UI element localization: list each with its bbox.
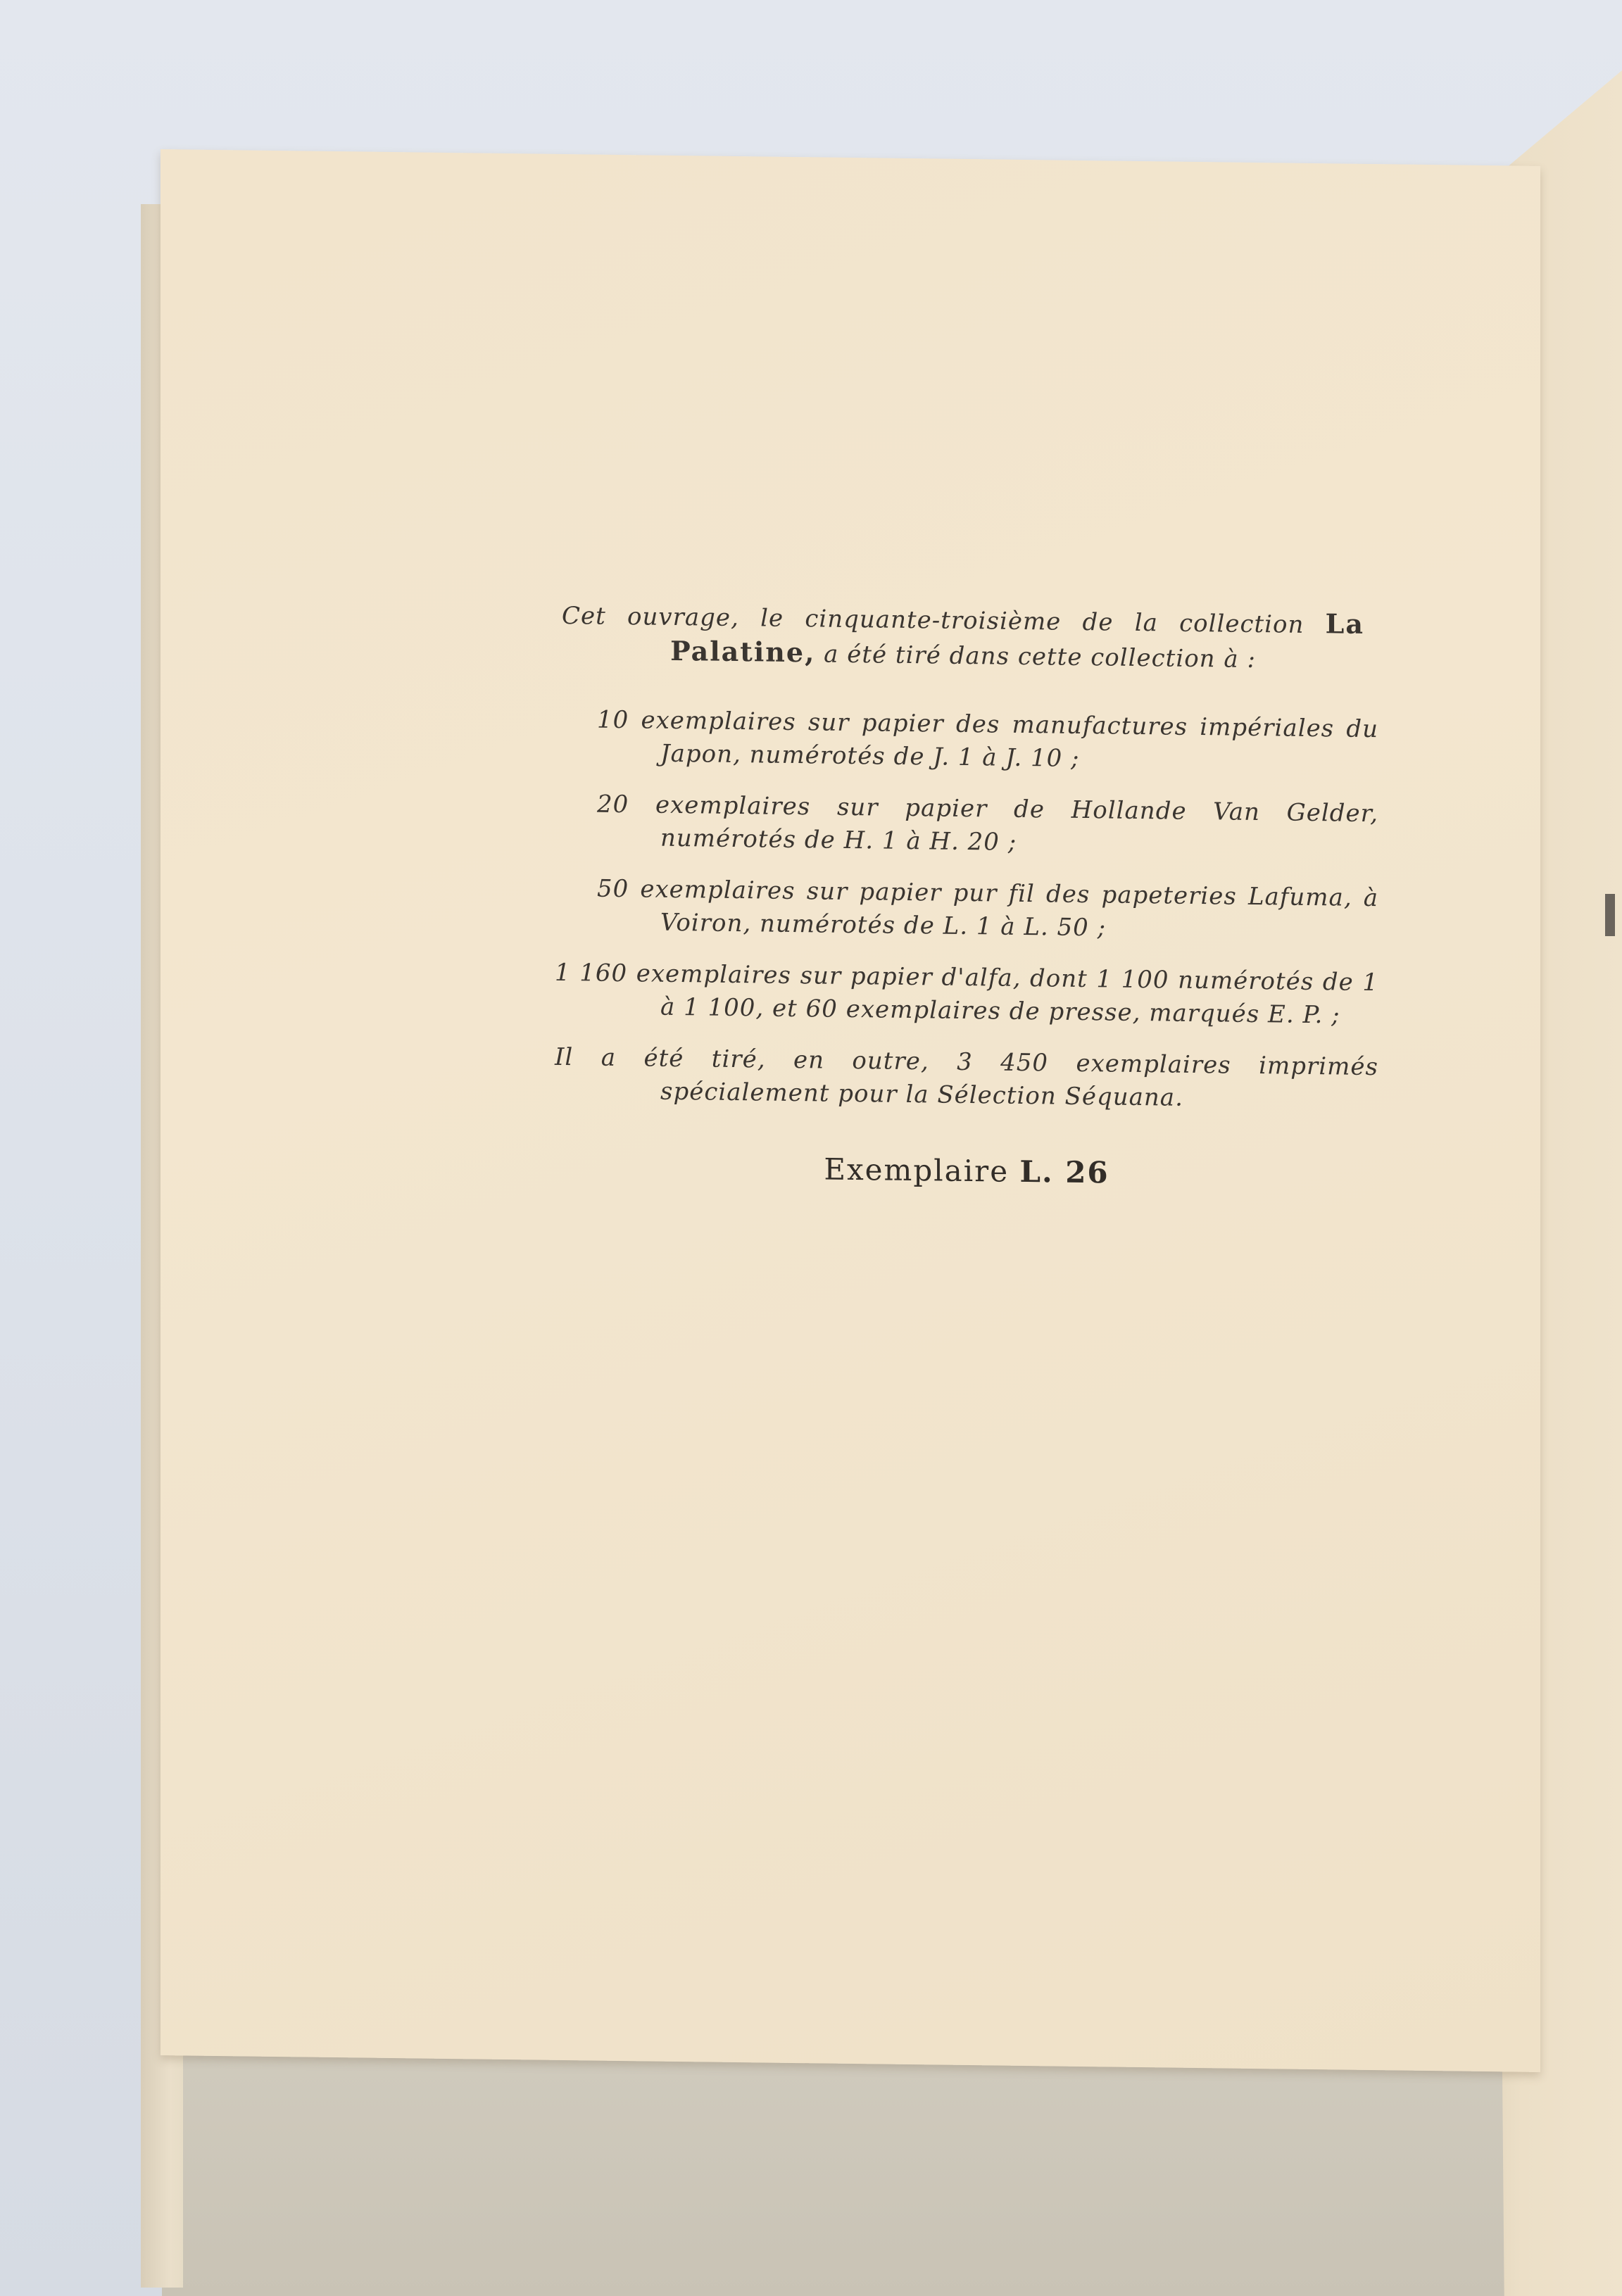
print-run-entry-hollande: 20 exemplaires sur papier de Hollande Van Gelder, numérotés de H. 1 à H. 20 ; (597, 790, 1378, 857)
copy-label: Exemplaire (824, 1152, 1020, 1189)
colophon-text (555, 598, 1540, 1194)
print-run-entry-lafuma: 50 exemplaires sur papier pur fil des papeteries Lafuma, à Voiron, numérotés de L. 1 à L. 50 ; (597, 874, 1378, 942)
copy-number: L. 26 (1019, 1154, 1109, 1190)
print-run-list (555, 703, 1378, 1117)
collection-name: La Palatine, (670, 607, 1364, 669)
intro-text-end: a été tiré dans cette collection à : (815, 640, 1256, 674)
intro-text-start: Cet ouvrage, le cinquante-troisième de la collection (562, 601, 1326, 640)
print-run-entry-sequana: Il a été tiré, en outre, 3 450 exemplaires imprimés spécialement pour la Sélection Séquana. (555, 1042, 1378, 1112)
colophon-intro (555, 598, 1364, 678)
print-run-entry-japon: 10 exemplaires sur papier des manufactures impériales du Japon, numérotés de J. 1 à J. 10 ; (597, 705, 1378, 773)
print-run-entry-alfa: 1 160 exemplaires sur papier d'alfa, dont 1 100 numérotés de 1 à 1 100, et 60 exemplaires de presse, marqués E. P. ; (555, 958, 1378, 1030)
facing-page-letter-fragment (1605, 894, 1615, 936)
colophon-page (161, 149, 1540, 2072)
copy-number-line (555, 1149, 1378, 1192)
